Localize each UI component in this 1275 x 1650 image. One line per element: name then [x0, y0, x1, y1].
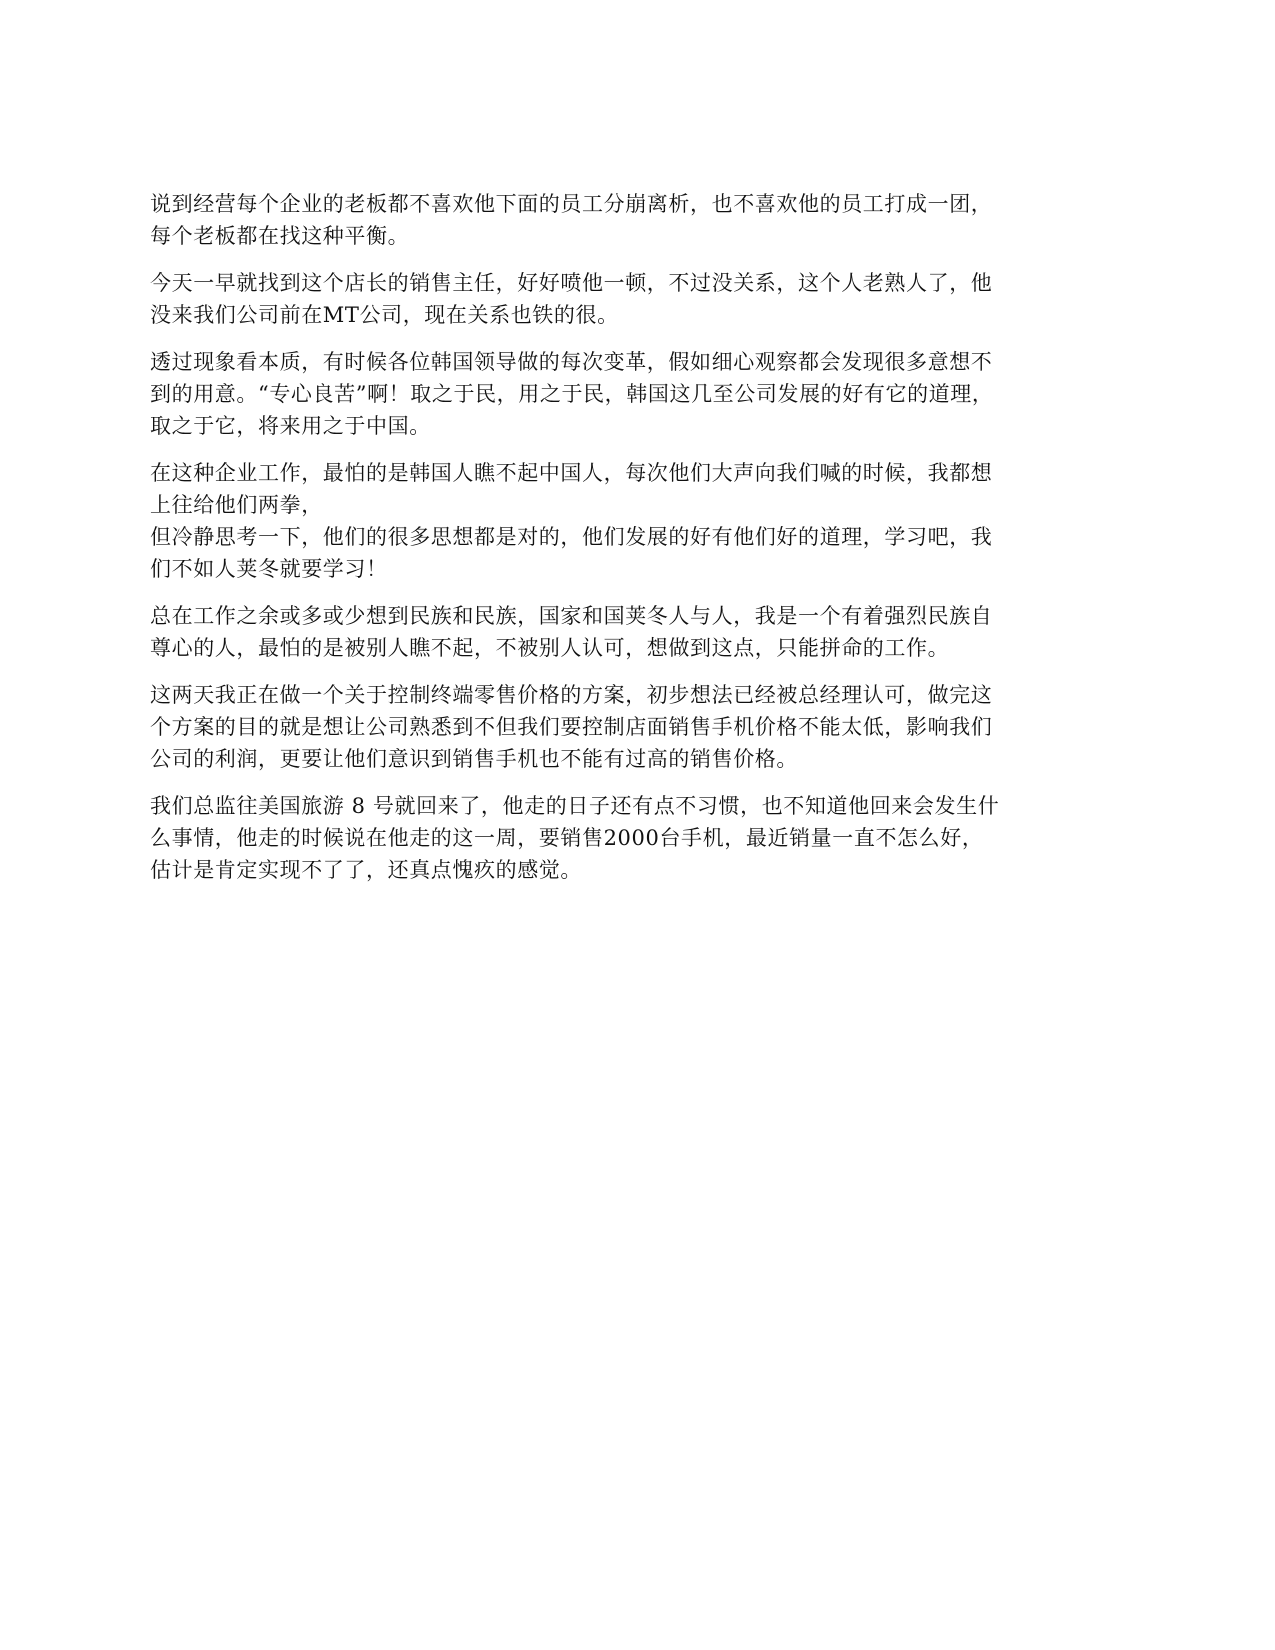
- paragraph-line: 取之于它，将来用之于中国。: [150, 414, 431, 438]
- paragraph-line: 上往给他们两拳，: [150, 493, 323, 517]
- paragraph-2: [150, 267, 1125, 331]
- paragraph-line: 没来我们公司前在MT公司，现在关系也铁的很。: [150, 303, 619, 327]
- document-page: [150, 188, 1125, 901]
- paragraph-line: 但冷静思考一下，他们的很多思想都是对的，他们发展的好有他们好的道理，学习吧，我: [150, 525, 993, 549]
- paragraph-line: 么事情，他走的时候说在他走的这一周，要销售2000台手机，最近销量一直不怎么好，: [150, 826, 984, 850]
- paragraph-4: [150, 457, 1125, 585]
- paragraph-line: 总在工作之余或多或少想到民族和民族，国家和国荚冬人与人，我是一个有着强烈民族自: [150, 604, 993, 628]
- paragraph-line: 尊心的人，最怕的是被别人瞧不起，不被别人认可，想做到这点，只能拼命的工作。: [150, 636, 950, 660]
- paragraph-line: 估计是肯定实现不了了，还真点愧疚的感觉。: [150, 858, 582, 882]
- paragraph-line: 这两天我正在做一个关于控制终端零售价格的方案，初步想法已经被总经理认可，做完这: [150, 683, 993, 707]
- paragraph-line: 每个老板都在找这种平衡。: [150, 224, 410, 248]
- paragraph-line: 们不如人荚冬就要学习！: [150, 557, 388, 581]
- paragraph-line: 我们总监往美国旅游 8 号就回来了，他走的日子还有点不习惯，也不知道他回来会发生什: [150, 794, 1000, 818]
- paragraph-7: [150, 790, 1125, 886]
- paragraph-5: [150, 600, 1125, 664]
- paragraph-line: 在这种企业工作，最怕的是韩国人瞧不起中国人，每次他们大声向我们喊的时候，我都想: [150, 461, 993, 485]
- paragraph-line: 个方案的目的就是想让公司熟悉到不但我们要控制店面销售手机价格不能太低，影响我们: [150, 715, 993, 739]
- paragraph-line: 透过现象看本质，有时候各位韩国领导做的每次变革，假如细心观察都会发现很多意想不: [150, 350, 993, 374]
- paragraph-1: [150, 188, 1125, 252]
- paragraph-6: [150, 679, 1125, 775]
- paragraph-line: 公司的利润，更要让他们意识到销售手机也不能有过高的销售价格。: [150, 747, 798, 771]
- paragraph-3: [150, 346, 1125, 442]
- paragraph-line: 到的用意。“专心良苦”啊！取之于民，用之于民，韩国这几至公司发展的好有它的道理，: [150, 382, 994, 406]
- paragraph-line: 说到经营每个企业的老板都不喜欢他下面的员工分崩离析，也不喜欢他的员工打成一团，: [150, 192, 993, 216]
- paragraph-line: 今天一早就找到这个店长的销售主任，好好喷他一顿，不过没关系，这个人老熟人了，他: [150, 271, 993, 295]
